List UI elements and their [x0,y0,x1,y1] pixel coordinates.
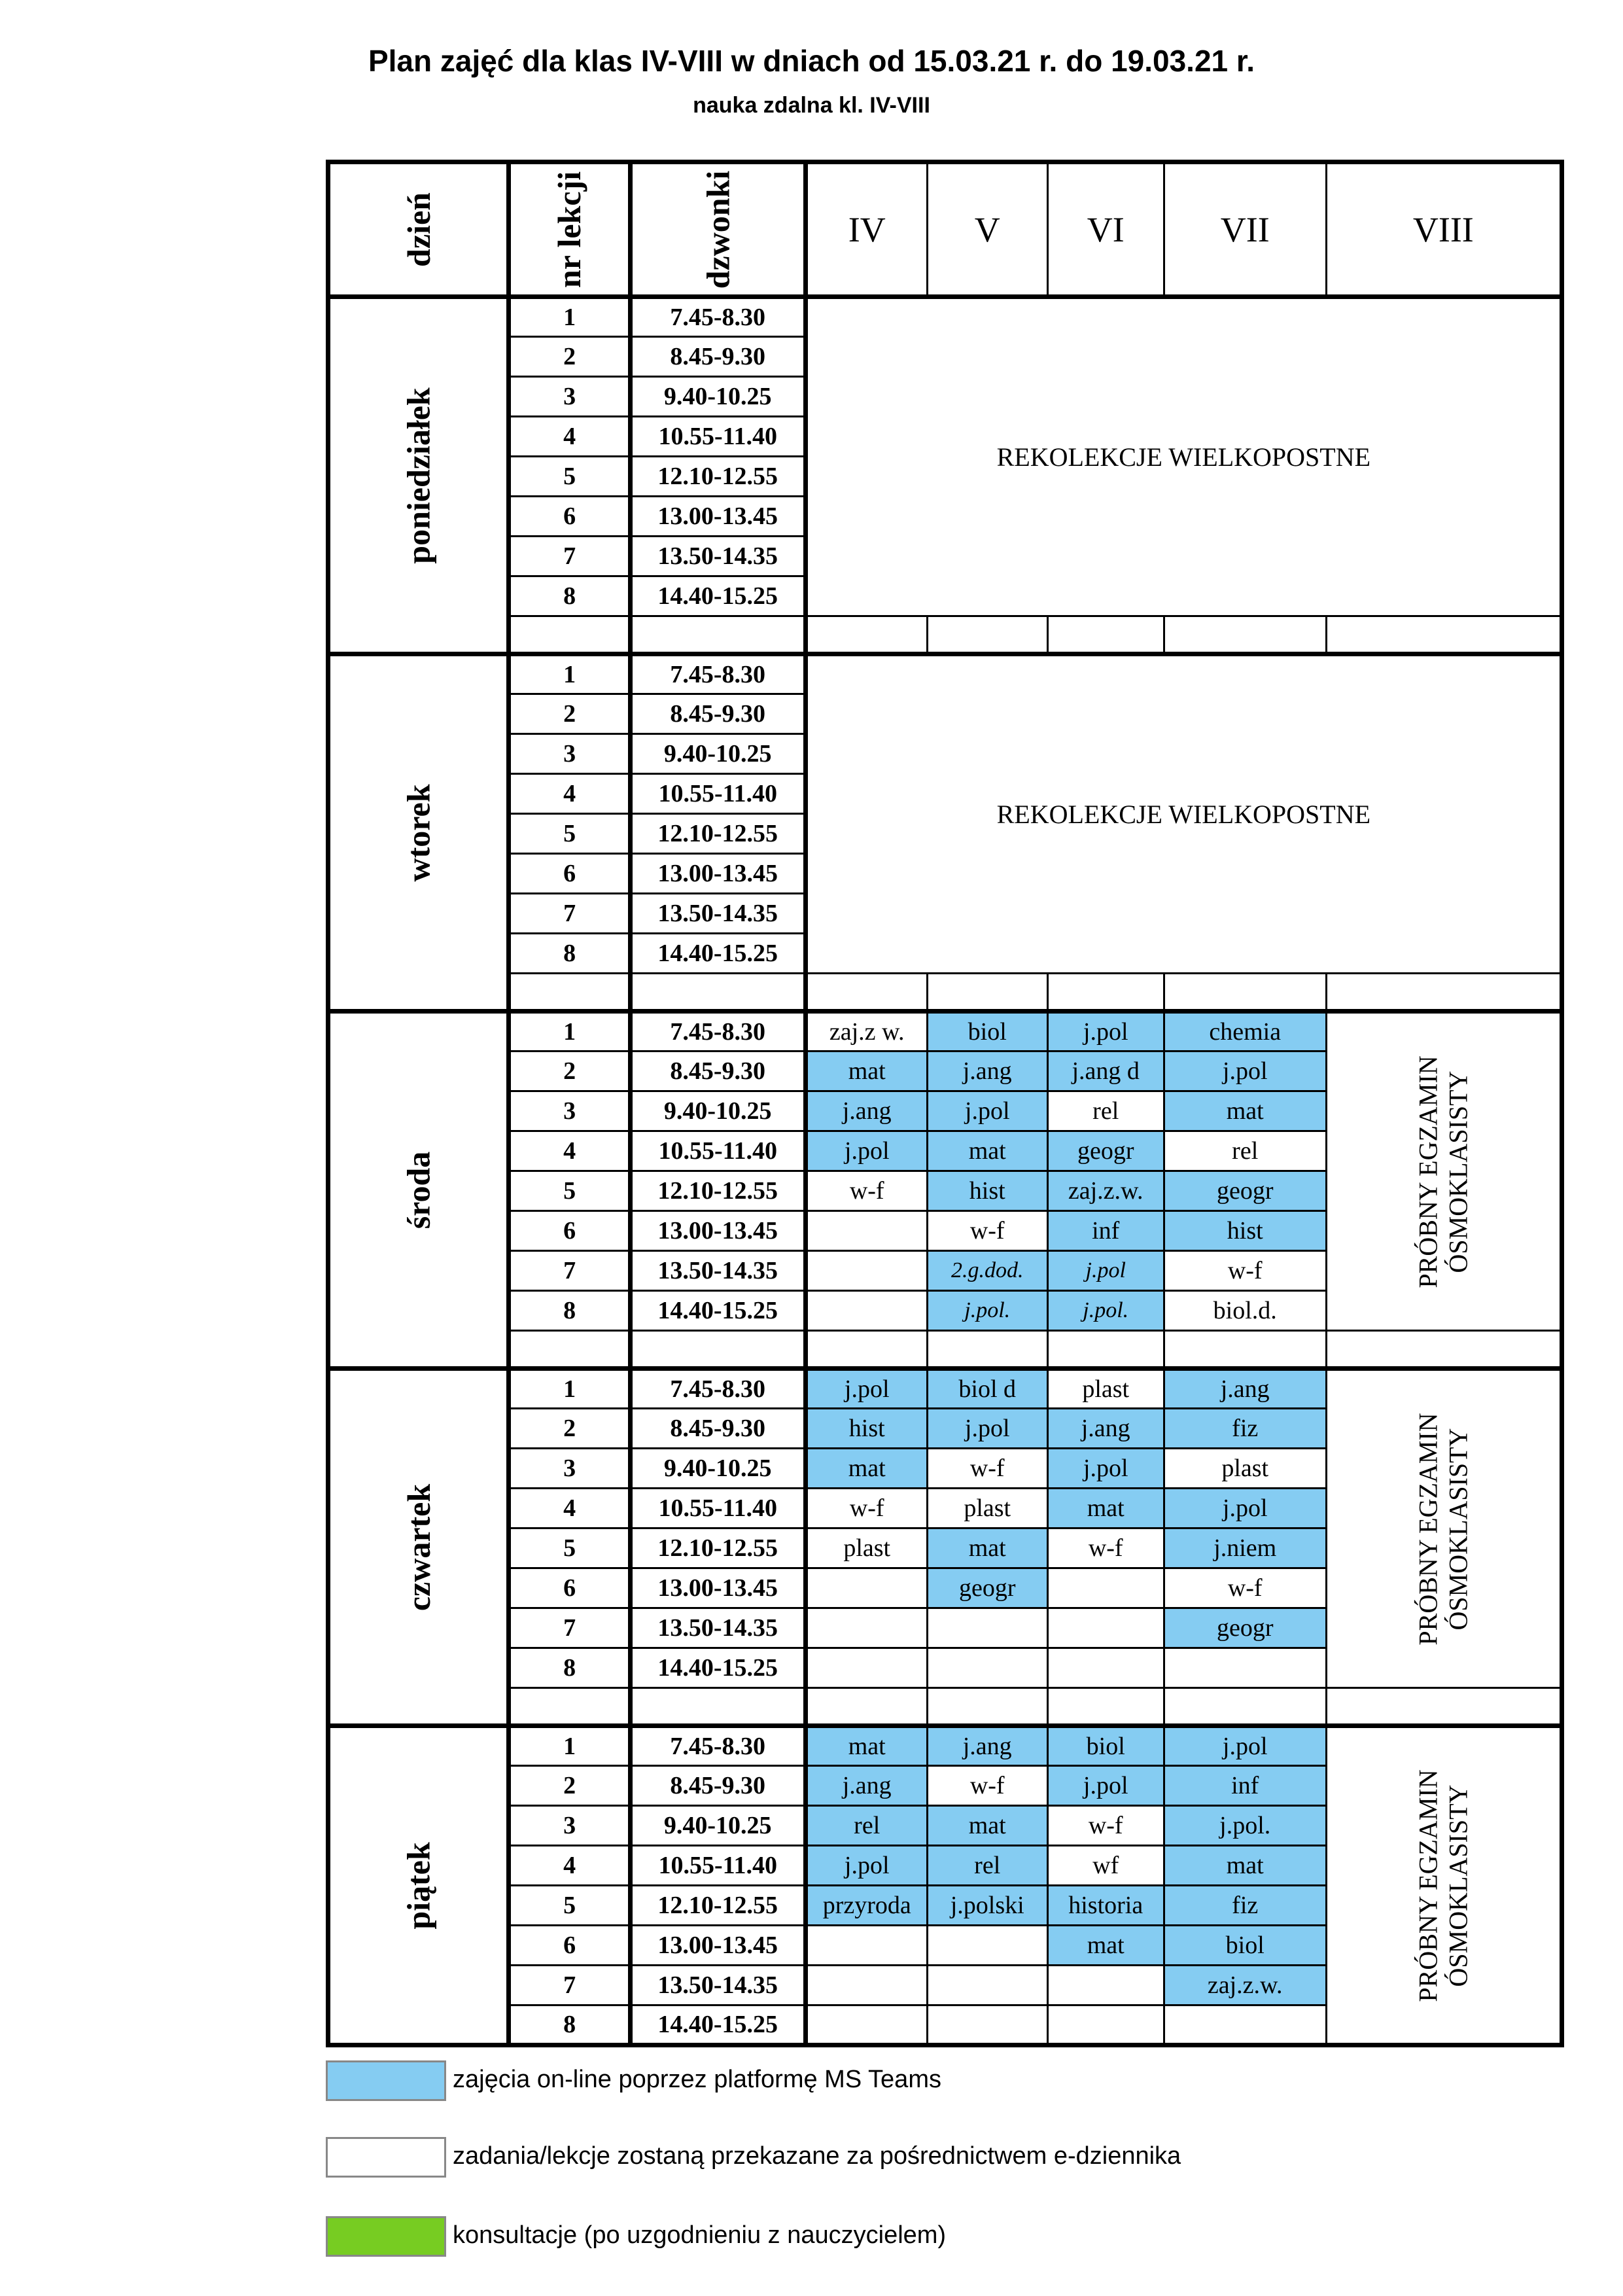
lesson-number: 7 [509,894,630,934]
exam-label [1413,1055,1473,1288]
lesson-number: 2 [509,1409,630,1449]
subject-cell: plast [1164,1449,1326,1489]
subject-cell: fiz [1164,1886,1326,1926]
subject-cell: plast [927,1489,1047,1528]
lesson-row [328,654,1562,694]
subject-cell: j.pol [1047,1251,1164,1291]
bell-time: 14.40-15.25 [630,1648,805,1688]
subject-cell: j.ang [927,1051,1047,1091]
lesson-number: 1 [509,654,630,694]
subject-cell: j.pol. [1164,1806,1326,1846]
bell-time: 9.40-10.25 [630,734,805,774]
subject-cell [927,1648,1047,1688]
subject-cell: fiz [1164,1409,1326,1449]
exam-label [1413,1769,1473,2002]
bell-time: 7.45-8.30 [630,1369,805,1409]
legend-label: konsultacje (po uzgodnieniu z nauczycielem) [453,2221,947,2249]
subject-cell: j.pol [1047,1012,1164,1051]
bell-time: 13.00-13.45 [630,497,805,537]
bell-time: 8.45-9.30 [630,1766,805,1806]
subject-cell: geogr [1164,1171,1326,1211]
bell-time: 10.55-11.40 [630,1846,805,1886]
subject-cell: mat [927,1806,1047,1846]
subject-cell: mat [805,1051,927,1091]
subject-cell: j.pol [1164,1489,1326,1528]
empty-cell [1164,1331,1326,1369]
empty-cell [1047,974,1164,1012]
subject-cell: przyroda [805,1886,927,1926]
empty-cell [1326,974,1562,1012]
empty-cell [1326,616,1562,654]
lesson-number: 4 [509,1489,630,1528]
subject-cell [1047,1966,1164,2005]
subject-cell: biol.d. [1164,1291,1326,1331]
subject-cell: hist [927,1171,1047,1211]
subject-cell [1047,1648,1164,1688]
lesson-number: 6 [509,1211,630,1251]
header-class-v: V [927,162,1047,297]
subject-cell: w-f [927,1449,1047,1489]
lesson-number: 2 [509,337,630,377]
subject-cell: mat [1164,1091,1326,1131]
bell-time: 13.50-14.35 [630,1608,805,1648]
empty-cell [805,1688,927,1726]
subject-cell [805,1291,927,1331]
lesson-number: 1 [509,297,630,337]
lesson-number: 8 [509,1648,630,1688]
lesson-number [509,1331,630,1369]
header-day [328,162,509,297]
header-class-vii: VII [1164,162,1326,297]
subject-cell [805,1568,927,1608]
subject-cell: zaj.z w. [805,1012,927,1051]
subject-cell: zaj.z.w. [1164,1966,1326,2005]
subject-cell: j.pol [1164,1051,1326,1091]
day-label: poniedziałek [400,387,437,564]
subject-cell: w-f [927,1211,1047,1251]
subject-cell: j.polski [927,1886,1047,1926]
lesson-number: 1 [509,1012,630,1051]
lesson-number: 6 [509,854,630,894]
bell-time: 12.10-12.55 [630,1171,805,1211]
empty-cell [1047,616,1164,654]
subject-cell: rel [1047,1091,1164,1131]
bell-time: 10.55-11.40 [630,774,805,814]
bell-time: 13.50-14.35 [630,1251,805,1291]
subject-cell: j.pol [805,1131,927,1171]
subject-cell: inf [1164,1766,1326,1806]
empty-cell [1047,1688,1164,1726]
subject-cell: chemia [1164,1012,1326,1051]
subject-cell: mat [805,1726,927,1766]
empty-cell [927,1331,1047,1369]
subject-cell: j.pol [1047,1766,1164,1806]
lesson-number: 8 [509,576,630,616]
subject-cell: mat [1047,1489,1164,1528]
subject-cell: 2.g.dod. [927,1251,1047,1291]
subject-cell: rel [805,1806,927,1846]
subject-cell: j.ang d [1047,1051,1164,1091]
bell-time: 13.00-13.45 [630,1568,805,1608]
subject-cell [1164,1648,1326,1688]
lesson-number: 8 [509,2005,630,2045]
subject-cell: historia [1047,1886,1164,1926]
lesson-number: 4 [509,417,630,457]
empty-cell [927,974,1047,1012]
subject-cell [805,1251,927,1291]
bell-time: 14.40-15.25 [630,576,805,616]
exam-label [1413,1413,1473,1645]
subject-cell [805,1966,927,2005]
bell-time: 14.40-15.25 [630,1291,805,1331]
lesson-number: 4 [509,1846,630,1886]
exam-line: PRÓBNY EGZAMIN [1413,1769,1443,2002]
legend-swatch-online [326,2060,446,2101]
bell-time: 8.45-9.30 [630,337,805,377]
subject-cell: j.ang [1047,1409,1164,1449]
bell-time: 12.10-12.55 [630,814,805,854]
header-class-vi: VI [1047,162,1164,297]
lesson-row [328,1012,1562,1051]
bell-time: 7.45-8.30 [630,1012,805,1051]
subject-cell: mat [927,1528,1047,1568]
day-cell [328,297,509,654]
empty-cell [1164,974,1326,1012]
subject-cell: w-f [1164,1251,1326,1291]
subject-cell: geogr [1047,1131,1164,1171]
legend-label: zajęcia on-line poprzez platformę MS Teams [453,2066,941,2093]
empty-cell [1326,1688,1562,1726]
bell-time: 14.40-15.25 [630,2005,805,2045]
exam-line: PRÓBNY EGZAMIN [1413,1412,1443,1646]
bell-time: 9.40-10.25 [630,377,805,417]
lesson-number: 5 [509,1171,630,1211]
subject-cell: mat [1047,1926,1164,1966]
bell-time: 7.45-8.30 [630,654,805,694]
header-class-iv: IV [805,162,927,297]
lesson-number: 3 [509,1806,630,1846]
subject-cell [805,1211,927,1251]
subject-cell: j.pol [1164,1726,1326,1766]
subject-cell [805,1608,927,1648]
lesson-row [328,1369,1562,1409]
blank-row [328,1688,1562,1726]
bell-time: 8.45-9.30 [630,1051,805,1091]
lesson-number: 2 [509,1051,630,1091]
lesson-number: 7 [509,1608,630,1648]
legend-swatch-ediary [326,2137,446,2178]
bell-time [630,616,805,654]
bell-time: 12.10-12.55 [630,1886,805,1926]
lesson-number: 7 [509,537,630,576]
day-label: piątek [400,1841,437,1930]
bell-time: 14.40-15.25 [630,934,805,974]
bell-time: 12.10-12.55 [630,1528,805,1568]
subject-cell [805,2005,927,2045]
subject-cell [927,2005,1047,2045]
bell-time: 13.00-13.45 [630,1211,805,1251]
subject-cell: j.pol [805,1369,927,1409]
empty-cell [927,1688,1047,1726]
subject-cell: w-f [1047,1806,1164,1846]
empty-cell [1164,1688,1326,1726]
bell-time: 13.50-14.35 [630,1966,805,2005]
lesson-number [509,616,630,654]
blank-row [328,974,1562,1012]
subject-cell: j.pol [805,1846,927,1886]
bell-time [630,1688,805,1726]
exam-cell [1326,1726,1562,2045]
subject-cell: w-f [927,1766,1047,1806]
exam-line: PRÓBNY EGZAMIN [1413,1055,1443,1288]
lesson-number [509,974,630,1012]
subject-cell [805,1648,927,1688]
bell-time: 7.45-8.30 [630,297,805,337]
day-cell [328,1012,509,1369]
subject-cell [805,1926,927,1966]
lesson-number: 5 [509,814,630,854]
subject-cell: j.ang [927,1726,1047,1766]
blank-row [328,1331,1562,1369]
bell-time: 8.45-9.30 [630,694,805,734]
subject-cell: j.ang [1164,1369,1326,1409]
exam-line: ÓSMOKLASISTY [1443,1070,1473,1273]
subject-cell: rel [1164,1131,1326,1171]
subject-cell [1047,2005,1164,2045]
header-lesson-no-label: nr lekcji [551,171,588,288]
subject-cell: w-f [805,1489,927,1528]
subject-cell: w-f [805,1171,927,1211]
subject-cell [1047,1608,1164,1648]
subject-cell: biol [1047,1726,1164,1766]
page-title: Plan zajęć dla klas IV-VIII w dniach od 15.03.21 r. do 19.03.21 r. [368,44,1255,78]
subject-cell: mat [927,1131,1047,1171]
bell-time: 13.50-14.35 [630,894,805,934]
bell-time: 7.45-8.30 [630,1726,805,1766]
lesson-number: 3 [509,1449,630,1489]
header-bells [630,162,805,297]
bell-time: 12.10-12.55 [630,457,805,497]
lesson-number: 7 [509,1966,630,2005]
lesson-number: 4 [509,1131,630,1171]
bell-time: 9.40-10.25 [630,1091,805,1131]
exam-cell [1326,1369,1562,1688]
bell-time [630,974,805,1012]
subject-cell: plast [1047,1369,1164,1409]
legend-label: zadania/lekcje zostaną przekazane za pośrednictwem e-dziennika [453,2142,1181,2170]
subject-cell: w-f [1047,1528,1164,1568]
header-class-viii: VIII [1326,162,1562,297]
subject-cell: zaj.z.w. [1047,1171,1164,1211]
empty-cell [805,1331,927,1369]
bell-time: 9.40-10.25 [630,1449,805,1489]
exam-line: ÓSMOKLASISTY [1443,1784,1473,1987]
subject-cell [927,1966,1047,2005]
bell-time: 8.45-9.30 [630,1409,805,1449]
subject-cell: hist [805,1409,927,1449]
subject-cell: j.niem [1164,1528,1326,1568]
subject-cell: geogr [1164,1608,1326,1648]
day-cell [328,1726,509,2045]
merged-event: REKOLEKCJE WIELKOPOSTNE [805,654,1562,974]
lesson-number: 2 [509,1766,630,1806]
subject-cell [927,1926,1047,1966]
subject-cell: biol d [927,1369,1047,1409]
lesson-number: 5 [509,1528,630,1568]
subject-cell: mat [805,1449,927,1489]
lesson-number: 3 [509,734,630,774]
subject-cell: biol [927,1012,1047,1051]
empty-cell [1164,616,1326,654]
subject-cell [1164,2005,1326,2045]
lesson-number: 6 [509,1568,630,1608]
subject-cell: j.pol [1047,1449,1164,1489]
subject-cell: j.pol. [1047,1291,1164,1331]
subject-cell: w-f [1164,1568,1326,1608]
lesson-number: 1 [509,1369,630,1409]
exam-cell [1326,1012,1562,1331]
lesson-number: 3 [509,1091,630,1131]
day-label: środa [400,1151,437,1229]
lesson-number: 1 [509,1726,630,1766]
subject-cell: rel [927,1846,1047,1886]
day-cell [328,1369,509,1726]
lesson-row [328,297,1562,337]
lesson-row [328,1726,1562,1766]
day-label: wtorek [400,783,437,882]
subject-cell: plast [805,1528,927,1568]
subject-cell: j.pol [927,1409,1047,1449]
bell-time: 10.55-11.40 [630,417,805,457]
subject-cell [1047,1568,1164,1608]
subject-cell: j.ang [805,1766,927,1806]
lesson-number: 5 [509,457,630,497]
page-subtitle: nauka zdalna kl. IV-VIII [693,93,930,118]
lesson-number: 8 [509,1291,630,1331]
subject-cell: mat [1164,1846,1326,1886]
bell-time: 13.00-13.45 [630,1926,805,1966]
lesson-number: 8 [509,934,630,974]
subject-cell: biol [1164,1926,1326,1966]
empty-cell [927,616,1047,654]
bell-time: 13.50-14.35 [630,537,805,576]
subject-cell [927,1608,1047,1648]
day-cell [328,654,509,1012]
subject-cell: j.ang [805,1091,927,1131]
lesson-number: 6 [509,1926,630,1966]
blank-row [328,616,1562,654]
subject-cell: j.pol. [927,1291,1047,1331]
lesson-number: 6 [509,497,630,537]
header-bells-label: dzwonki [699,170,737,289]
schedule-table [326,160,1564,2047]
bell-time [630,1331,805,1369]
subject-cell: inf [1047,1211,1164,1251]
empty-cell [1047,1331,1164,1369]
empty-cell [805,616,927,654]
bell-time: 13.00-13.45 [630,854,805,894]
header-day-label: dzień [400,192,437,267]
lesson-number: 5 [509,1886,630,1926]
subject-cell: wf [1047,1846,1164,1886]
empty-cell [1326,1331,1562,1369]
header-row [328,162,1562,297]
day-label: czwartek [400,1483,437,1611]
empty-cell [805,974,927,1012]
lesson-number: 2 [509,694,630,734]
bell-time: 9.40-10.25 [630,1806,805,1846]
legend-swatch-consult [326,2216,446,2257]
merged-event: REKOLEKCJE WIELKOPOSTNE [805,297,1562,616]
lesson-number: 4 [509,774,630,814]
subject-cell: j.pol [927,1091,1047,1131]
header-lesson-no [509,162,630,297]
lesson-number: 3 [509,377,630,417]
lesson-number [509,1688,630,1726]
subject-cell: hist [1164,1211,1326,1251]
lesson-number: 7 [509,1251,630,1291]
bell-time: 10.55-11.40 [630,1131,805,1171]
exam-line: ÓSMOKLASISTY [1443,1428,1473,1630]
subject-cell: geogr [927,1568,1047,1608]
bell-time: 10.55-11.40 [630,1489,805,1528]
